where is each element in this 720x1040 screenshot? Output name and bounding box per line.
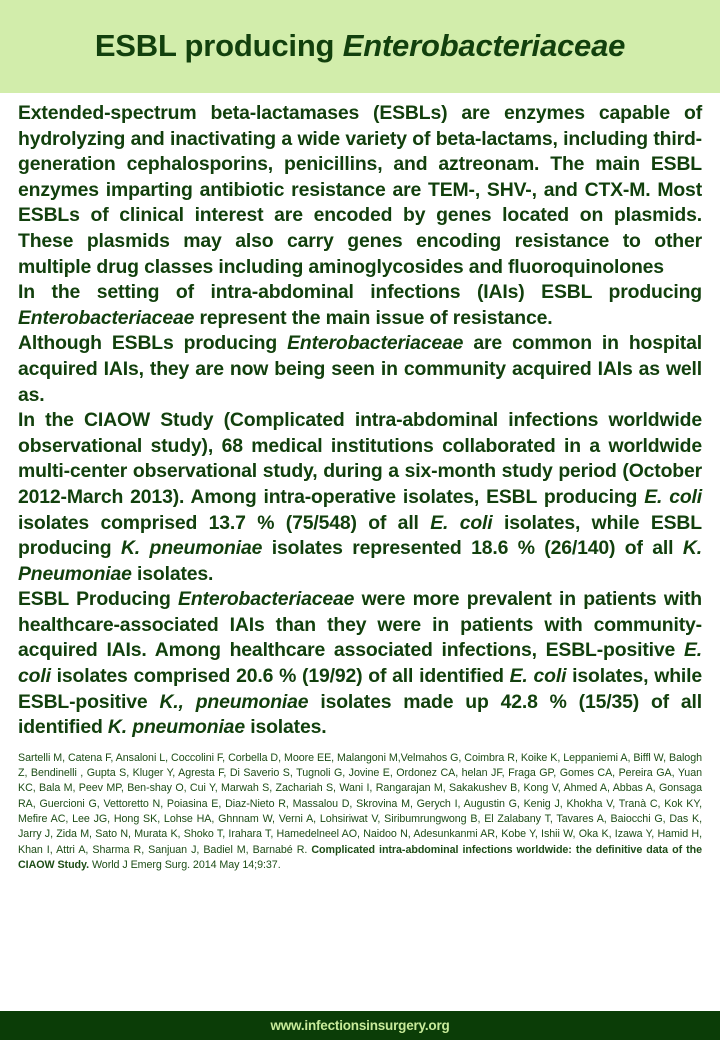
paragraph-definition — [18, 101, 702, 280]
p3-hospital-community-segment-2: are common in hospital acquired IAIs, they are now being seen in community acquired IAIs as well as. — [18, 332, 702, 406]
p4-ciaow-study-segment-0: In the CIAOW Study (Complicated intra-abdominal infections worldwide observational study), 68 medical institutions collaborated in a worldwide multi-center observational study, during a six-month study period (October 2012-March 2013). Among intra-operative isolates, ESBL producing — [18, 409, 702, 508]
p5-healthcare-associated-segment-10: isolates. — [244, 716, 327, 739]
p5-healthcare-associated-segment-6: isolates, while ESBL-positive — [18, 665, 703, 713]
page-title-species: Enterobacteriaceae — [342, 28, 626, 64]
reference-title: Complicated intra-abdominal infections worldwide: the definitive data of the CIAOW Study. — [18, 843, 703, 871]
p3-hospital-community-segment-0: Although ESBLs producing — [18, 332, 288, 355]
paragraph-healthcare-associated — [18, 587, 702, 741]
reference-authors: Sartelli M, Catena F, Ansaloni L, Coccolini F, Corbella D, Moore EE, Malangoni M,Velmahos G, Coimbra R, Koike K, Leppaniemi A, Biffl W, Balogh Z, Bendinelli , Gupta S, Kluger Y, Agresta F, Di Saverio S, Tugnoli G, Jovine E, Ordonez CA, helan JF, Fraga GP, Gomes CA, Pereira GA, Yuan KC, Bala M, Peev MP, Ben-shay O, Cui Y, Marwah S, Zachariah S, Wani I, Rangarajan M, Sakakushev B, Kong V, Ahmed A, Abbas A, Gonsaga RA, Guercioni G, Vettoretto N, Poiasina E, Diaz-Nieto R, Massalou D, Skrovina M, Gerych I, Augustin G, Kenig J, Khokha V, Tranà C, Kok KY, Mefire AC, Lee JG, Hong SK, Lohse HA, Ghnnam W, Verni A, Lohsiriwat V, Siribumrungwong B, El Zalabany T, Tavares A, Baiocchi G, Das K, Jarry J, Zida M, Sato N, Murata K, Shoko T, Irahara T, Hamedelneel AO, Naidoo N, Adesunkanmi AR, Kobe Y, Ishii W, Oka K, Izawa Y, Hamid H, Khan I, Attri A, Sharma R, Sanjuan J, Badiel M, Barnabé R. — [18, 751, 702, 856]
p4-ciaow-study-segment-7: K. Pneumoniae — [18, 537, 702, 585]
p4-ciaow-study-segment-2: isolates comprised 13.7 % (75/548) of all — [18, 511, 431, 534]
p4-ciaow-study-segment-6: isolates represented 18.6 % (26/140) of all — [262, 537, 683, 560]
reference-journal: World J Emerg Surg. 2014 May 14;9:37. — [89, 858, 281, 871]
p5-healthcare-associated-segment-7: K., pneumoniae — [159, 690, 309, 713]
p5-healthcare-associated-segment-3: E. coli — [18, 639, 702, 688]
reference-citation — [18, 751, 702, 873]
page-title — [95, 29, 625, 63]
header-banner — [0, 0, 720, 93]
p5-healthcare-associated-segment-5: E. coli — [509, 665, 567, 688]
body-content — [0, 93, 720, 1011]
p5-healthcare-associated-segment-1: Enterobacteriaceae — [178, 588, 355, 611]
p5-healthcare-associated-segment-8: isolates made up 42.8 % (15/35) of all identified — [18, 690, 703, 739]
p5-healthcare-associated-segment-2: were more prevalent in patients with healthcare-associated IAIs than they were in patients with community-acquired IAIs. Among healthcare associated infections, ESBL-positive — [18, 588, 702, 662]
p4-ciaow-study-segment-4: isolates, while ESBL producing — [18, 511, 702, 560]
paragraph-hospital-community — [18, 331, 702, 408]
p2-iai-setting-segment-2: represent the main issue of resistance. — [194, 306, 553, 329]
p4-ciaow-study-segment-1: E. coli — [644, 485, 703, 508]
p1-definition-segment-0: Extended-spectrum beta-lactamases (ESBLs) are enzymes capable of hydrolyzing and inactivating a wide variety of beta-lactams, including third-generation cephalosporins, penicillins, and aztreonam. The main ESBL enzymes imparting antibiotic resistance are TEM-, SHV-, and CTX-M. Most ESBLs of clinical interest are encoded by genes located on plasmids. These plasmids may also carry genes encoding resistance to other multiple drug classes including aminoglycosides and fluoroquinolones — [18, 102, 702, 278]
p2-iai-setting-segment-0: In the setting of intra-abdominal infections (IAIs) ESBL producing — [18, 281, 702, 304]
p4-ciaow-study-segment-5: K. pneumoniae — [120, 537, 263, 560]
footer-bar — [0, 1011, 720, 1040]
paragraph-ciaow-study — [18, 408, 702, 587]
p5-healthcare-associated-segment-9: K. pneumoniae — [107, 716, 245, 739]
paragraph-iai-setting — [18, 280, 702, 331]
p4-ciaow-study-segment-3: E. coli — [430, 511, 493, 534]
p5-healthcare-associated-segment-0: ESBL Producing — [18, 588, 179, 611]
footer-website-url[interactable]: www.infectionsinsurgery.org — [270, 1018, 450, 1033]
p4-ciaow-study-segment-8: isolates. — [131, 562, 214, 585]
p2-iai-setting-segment-1: Enterobacteriaceae — [18, 306, 195, 329]
p3-hospital-community-segment-1: Enterobacteriaceae — [287, 332, 464, 355]
p5-healthcare-associated-segment-4: isolates comprised 20.6 % (19/92) of all identified — [50, 665, 510, 688]
page-title-prefix: ESBL producing — [94, 28, 343, 64]
